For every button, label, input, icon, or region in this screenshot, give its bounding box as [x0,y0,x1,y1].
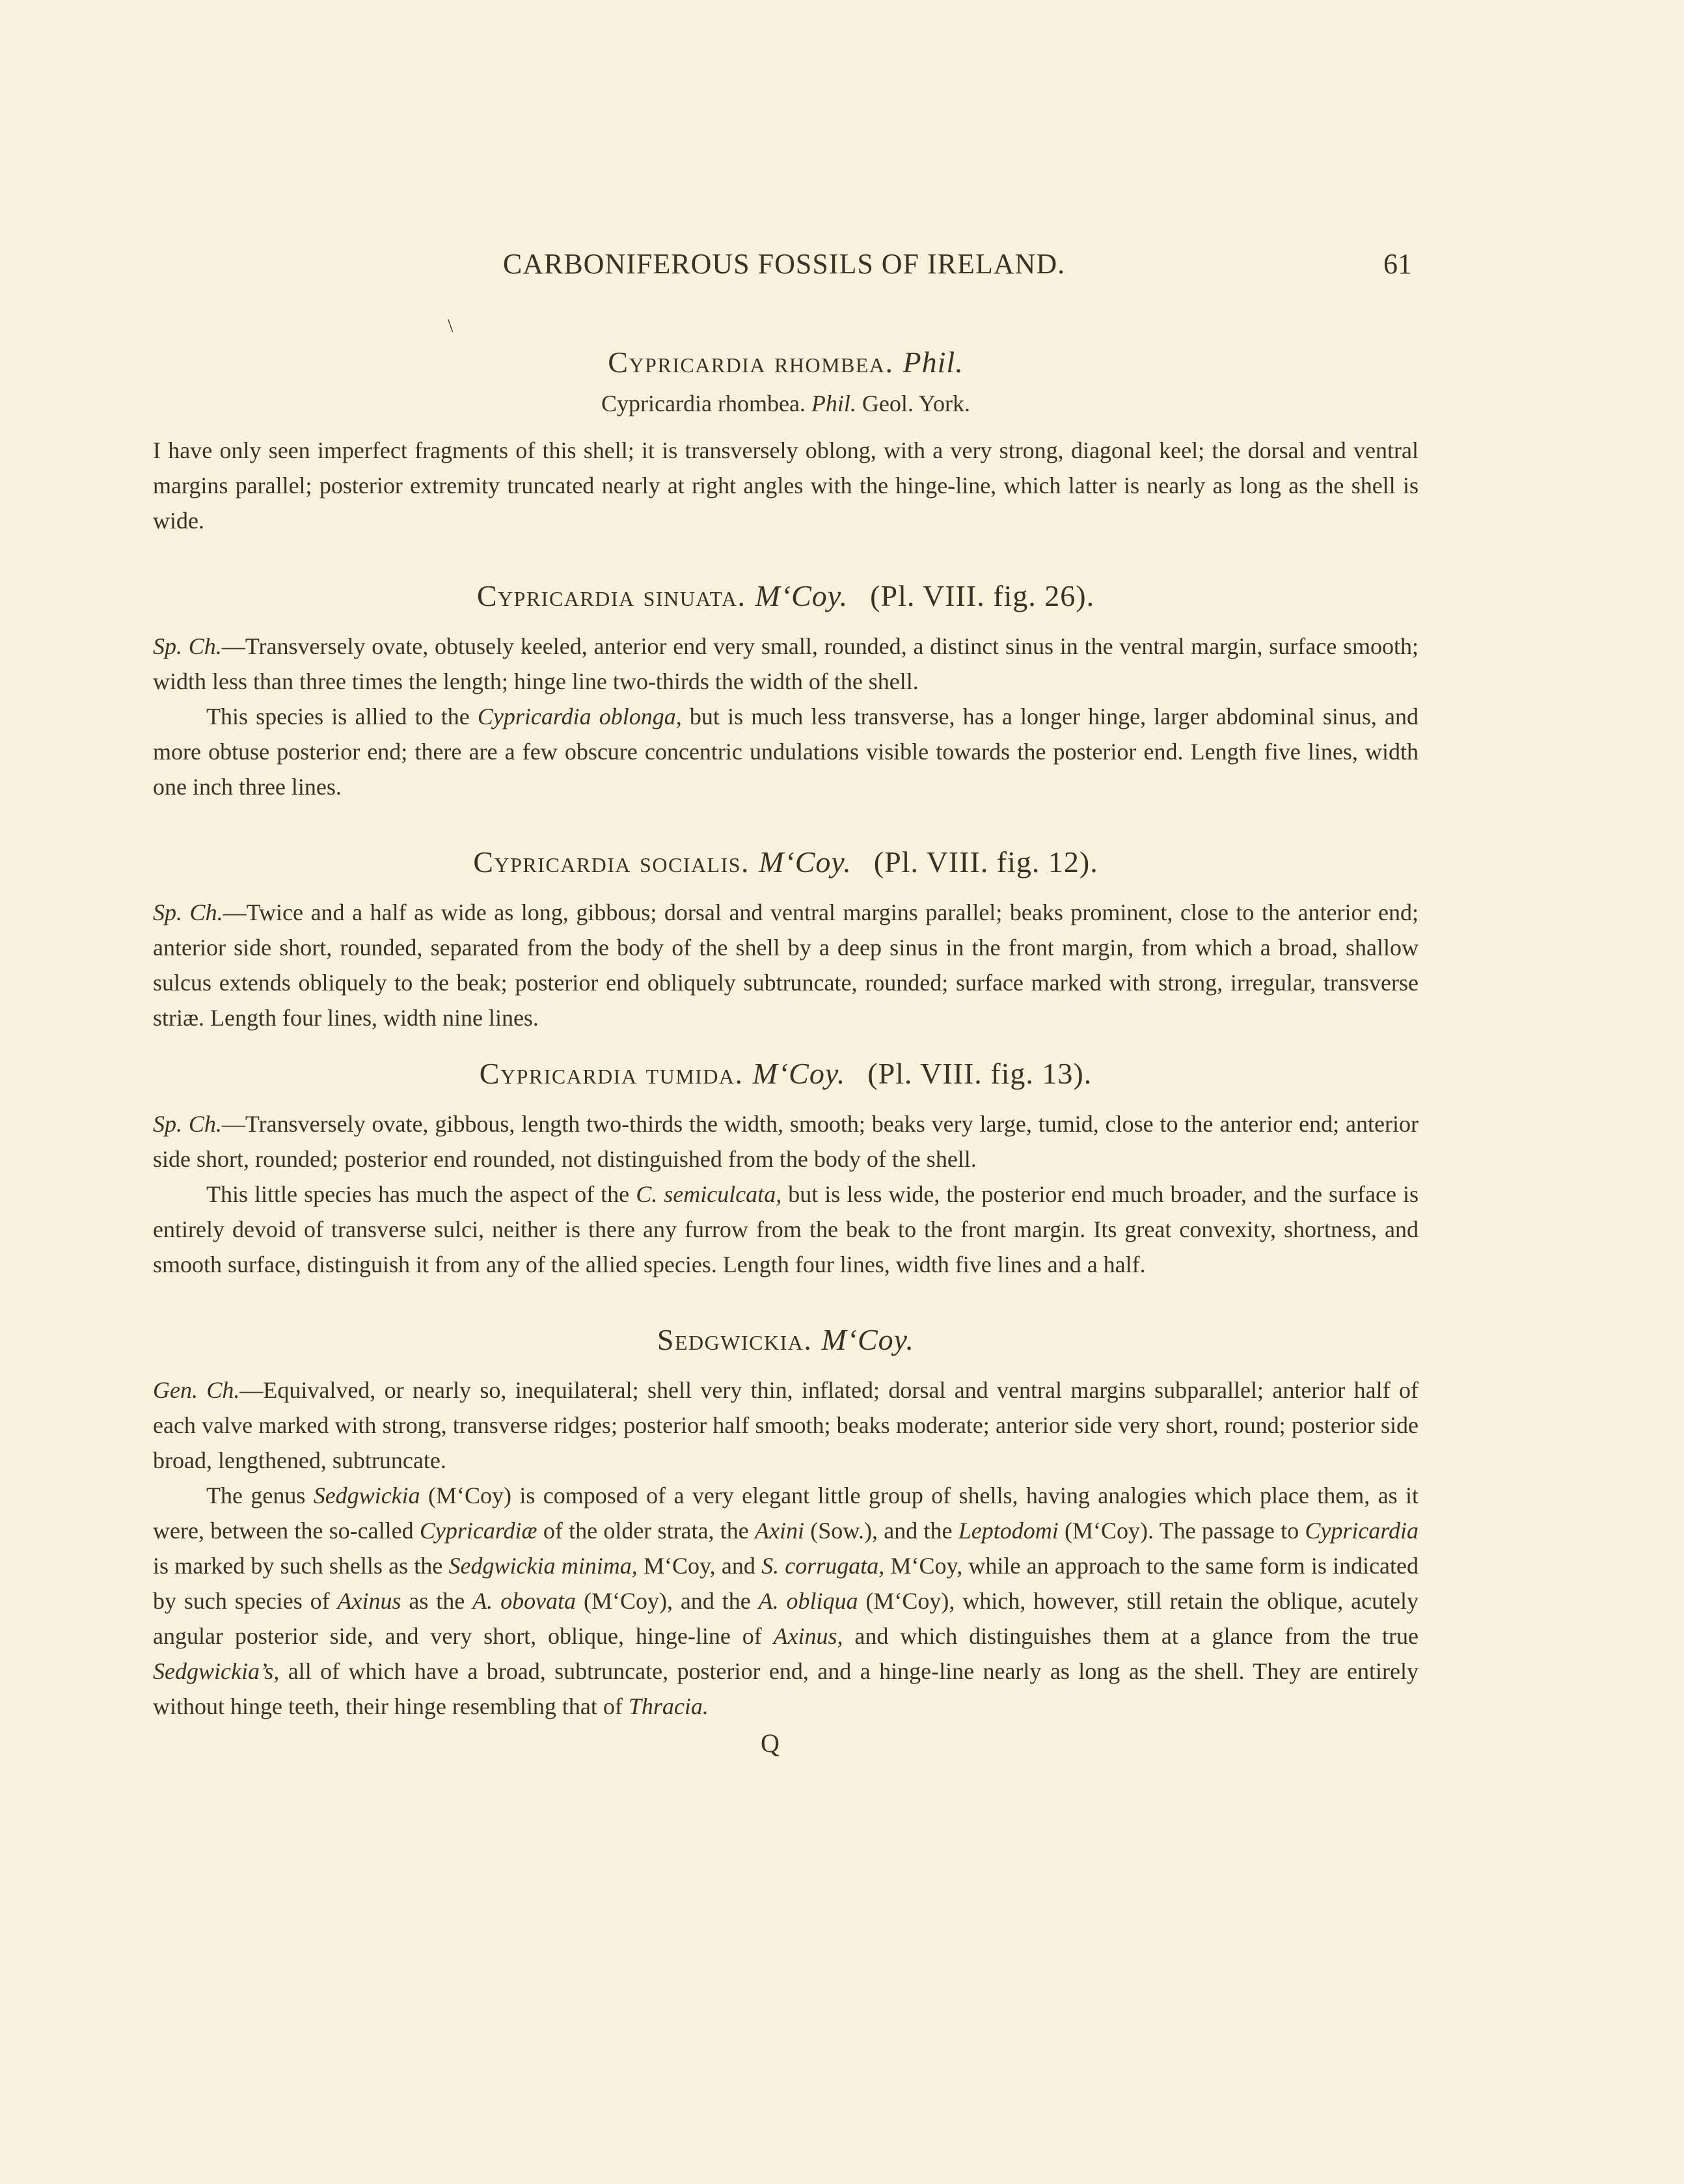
italic-run: Sedgwickia [313,1482,420,1508]
text-run: I have only seen imperfect fragments of this shell; it is transversely oblong, with a very strong, diagonal keel; the dorsal and ventral margins parallel; posterior extremity truncated nearly at right angles with the hinge-line, which latter is nearly as long as the shell is wide. [153,437,1419,534]
plate-reference: (Pl. VIII. fig. 26). [870,579,1095,612]
species-title: Cypricardia tumida. [479,1057,744,1090]
stray-mark: \ [448,315,454,336]
italic-run: Thracia. [628,1693,709,1719]
italic-run: Cypricardia [1305,1518,1419,1544]
italic-run: Sp. Ch. [153,899,223,925]
synonym-line [153,390,1419,417]
species-title: Cypricardia sinuata. [476,579,746,612]
italic-run: Sp. Ch. [153,633,222,659]
paragraph [153,1478,1419,1724]
paragraph [153,629,1419,699]
text-run: (Sow.), and the [804,1518,958,1544]
text-run: —Transversely ovate, gibbous, length two-thirds the width, smooth; beaks very large, tumid, close to the anterior end; anterior side short, rounded; posterior end rounded, not distinguished from the body of the shell. [153,1111,1419,1172]
italic-run: Axinus, [773,1623,843,1649]
species-heading [153,345,1419,379]
text-run: all of which have a broad, subtruncate, posterior end, and a hinge-line nearly as long as the shell. They are entirely without hinge teeth, their hinge resembling that of [153,1658,1419,1719]
text-run: (M‘Coy), which, however, still retain the oblique, acutely angular posterior side, and very short, oblique, hinge-line of [153,1588,1419,1649]
italic-run: A. obliqua [758,1588,858,1614]
italic-run: Cypricardiæ [419,1518,537,1544]
text-run: is marked by such shells as the [153,1553,449,1579]
species-section [153,345,1419,538]
synonym-source: Geol. York. [862,390,970,416]
species-heading [153,1056,1419,1091]
italic-run: Sp. Ch. [153,1111,222,1137]
synonym-name: Cypricardia rhombea. [601,390,806,416]
species-title: Cypricardia socialis. [473,845,750,879]
text-run: M‘Coy, while an approach to the same form is indicated by such species of [153,1553,1419,1614]
species-heading [153,579,1419,613]
italic-run: Axinus [337,1588,401,1614]
paragraph [153,895,1419,1035]
text-run: of the older strata, the [537,1518,755,1544]
paragraph [153,1372,1419,1478]
italic-run: C. semiculcata, [636,1181,782,1207]
genus-authority: M‘Coy. [821,1323,915,1356]
italic-run: Sedgwickia minima, [448,1553,638,1579]
text-run: This little species has much the aspect of the [206,1181,636,1207]
paragraph [153,433,1419,538]
text-run: —Transversely ovate, obtusely keeled, anterior end very small, rounded, a distinct sinus in the ventral margin, surface smooth; width less than three times the length; hinge line two-thirds the width of the shell. [153,633,1419,694]
text-run: The genus [206,1482,314,1508]
text-run: —Twice and a half as wide as long, gibbous; dorsal and ventral margins parallel; beaks prominent, close to the anterior end; anterior side short, rounded, separated from the body of the shell by a deep sinus in the front margin, from which a broad, shallow sulcus extends obliquely to the beak; posterior end obliquely subtruncate, rounded; surface marked with strong, irregular, transverse striæ. Length four lines, width nine lines. [153,899,1419,1031]
paragraph [153,1177,1419,1282]
species-section [153,845,1419,1035]
page-number: 61 [1383,248,1412,280]
species-authority: Phil. [903,346,964,379]
plate-reference: (Pl. VIII. fig. 13). [867,1057,1093,1090]
text-run: —Equivalved, or nearly so, inequilateral; shell very thin, inflated; dorsal and ventral margins subparallel; anterior half of each valve marked with strong, transverse ridges; posterior half smooth; beaks moderate; anterior side very short, round; posterior side broad, lengthened, subtruncate. [153,1377,1419,1473]
text-run: (M‘Coy), and the [576,1588,759,1614]
text-run: M‘Coy, and [637,1553,762,1579]
text-run: but is less wide, the posterior end much broader, and the surface is entirely devoid of transverse sulci, neither is there any furrow from the beak to the front margin. Its great convexity, shortness, and smooth surface, distinguish it from any of the allied species. Length four lines, width five lines and a half. [153,1181,1419,1277]
paragraph [153,1106,1419,1177]
italic-run: S. corrugata, [761,1553,885,1579]
genus-section [153,1322,1419,1724]
text-run: and which distinguishes them at a glance from the true [843,1623,1419,1649]
species-section [153,579,1419,804]
species-section [153,1056,1419,1282]
genus-title: Sedgwickia. [657,1323,813,1356]
italic-run: Gen. Ch. [153,1377,240,1403]
italic-run: A. obovata [472,1588,577,1614]
italic-run: Axini [755,1518,805,1544]
paragraph [153,699,1419,804]
page-body [153,345,1419,1758]
text-run: but is much less transverse, has a longer hinge, larger abdominal sinus, and more obtuse posterior end; there are a few obscure concentric undulations visible towards the posterior end. Length five lines, width one inch three lines. [153,703,1419,800]
italic-run: Cypricardia oblonga, [477,703,682,730]
text-run: This species is allied to the [206,703,478,730]
text-run: as the [401,1588,473,1614]
italic-run: Sedgwickia’s, [153,1658,280,1684]
running-title: CARBONIFEROUS FOSSILS OF IRELAND. [502,248,1066,280]
species-authority: M‘Coy. [759,845,852,879]
plate-reference: (Pl. VIII. fig. 12). [873,845,1098,879]
synonym-author: Phil. [811,390,856,416]
text-run: (M‘Coy) is composed of a very elegant little group of shells, having analogies which place them, as it were, between the so-called [153,1482,1419,1544]
genus-heading [153,1322,1419,1357]
species-heading [153,845,1419,879]
species-title: Cypricardia rhombea. [608,346,894,379]
running-head [156,247,1412,286]
species-authority: M‘Coy. [752,1057,846,1090]
species-authority: M‘Coy. [755,579,849,612]
text-run: (M‘Coy). The passage to [1058,1518,1305,1544]
signature-mark: Q [761,1728,780,1758]
italic-run: Leptodomi [958,1518,1059,1544]
